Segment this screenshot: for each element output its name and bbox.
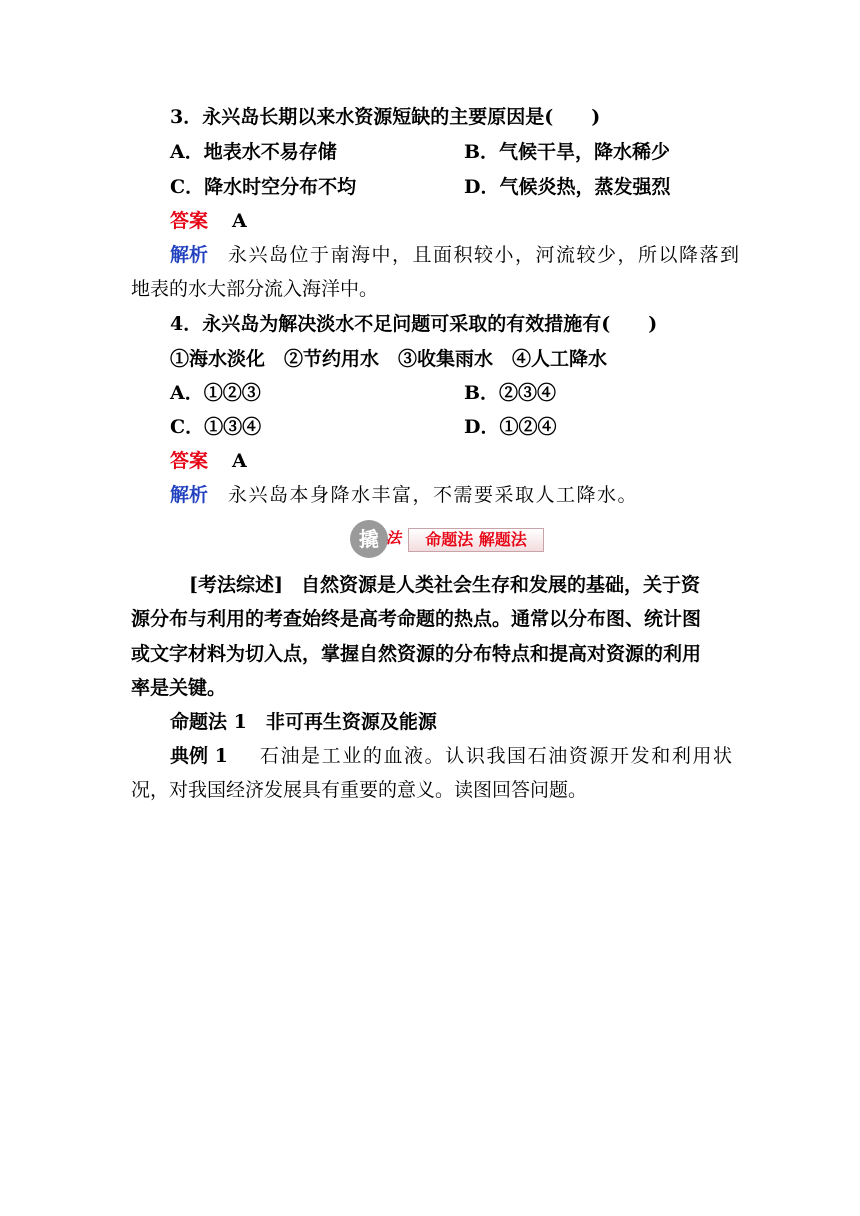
summary-line-3: 或文字材料为切入点，掌握自然资源的分布特点和提高对资源的利用: [131, 643, 702, 665]
q3-option-c: C．降水时空分布不均: [170, 176, 357, 198]
summary-line-4: 率是关键。: [131, 677, 227, 699]
section-banner: [350, 520, 546, 558]
example-1-line-2: 况，对我国经济发展具有重要的意义。读图回答问题。: [131, 779, 588, 801]
q3-answer: [170, 208, 247, 234]
q3-option-d: D．气候炎热，蒸发强烈: [464, 176, 671, 198]
q4-items: ①海水淡化 ②节约用水 ③收集雨水 ④人工降水: [170, 348, 608, 370]
q3-option-b: B．气候干旱，降水稀少: [464, 141, 671, 163]
example-1-line-1: 典例 1 石油是工业的血液。认识我国石油资源开发和利用状: [170, 745, 734, 767]
analysis-text: 永兴岛位于南海中，且面积较小，河流较少，所以降落到: [228, 244, 741, 266]
answer-label: 答案: [170, 210, 209, 232]
q4-option-d: D．①②④: [464, 416, 557, 438]
summary-line-1: [考法综述] 自然资源是人类社会生存和发展的基础，关于资: [189, 574, 700, 596]
q3-option-a: A．地表水不易存储: [170, 141, 337, 163]
summary-label: [考法综述]: [189, 574, 283, 596]
example-label: 典例 1: [170, 745, 228, 767]
summary-line-2: 源分布与利用的考查始终是高考命题的热点。通常以分布图、统计图: [131, 608, 702, 630]
q4-analysis: [170, 482, 638, 508]
banner-tag: 法: [386, 529, 402, 547]
q4-answer: [170, 448, 247, 474]
analysis-text: 永兴岛本身降水丰富，不需要采取人工降水。: [228, 484, 639, 506]
banner-circle-icon: 撬: [350, 520, 388, 558]
banner-title: 命题法 解题法: [408, 528, 544, 552]
answer-value: A: [232, 210, 247, 232]
q3-analysis-cont: 地表的水大部分流入海洋中。: [131, 278, 379, 300]
analysis-label: 解析: [170, 484, 209, 506]
q4-option-b: B．②③④: [464, 382, 557, 404]
method-1-title: 命题法 1 非可再生资源及能源: [170, 711, 437, 733]
q4-stem: 4．永兴岛为解决淡水不足问题可采取的有效措施有( ): [170, 313, 658, 335]
q4-option-c: C．①③④: [170, 416, 262, 438]
answer-label: 答案: [170, 450, 209, 472]
q3-stem: 3．永兴岛长期以来水资源短缺的主要原因是( ): [170, 106, 601, 128]
analysis-label: 解析: [170, 244, 209, 266]
q4-option-a: A．①②③: [170, 382, 261, 404]
q3-analysis: [170, 242, 741, 268]
answer-value: A: [232, 450, 247, 472]
